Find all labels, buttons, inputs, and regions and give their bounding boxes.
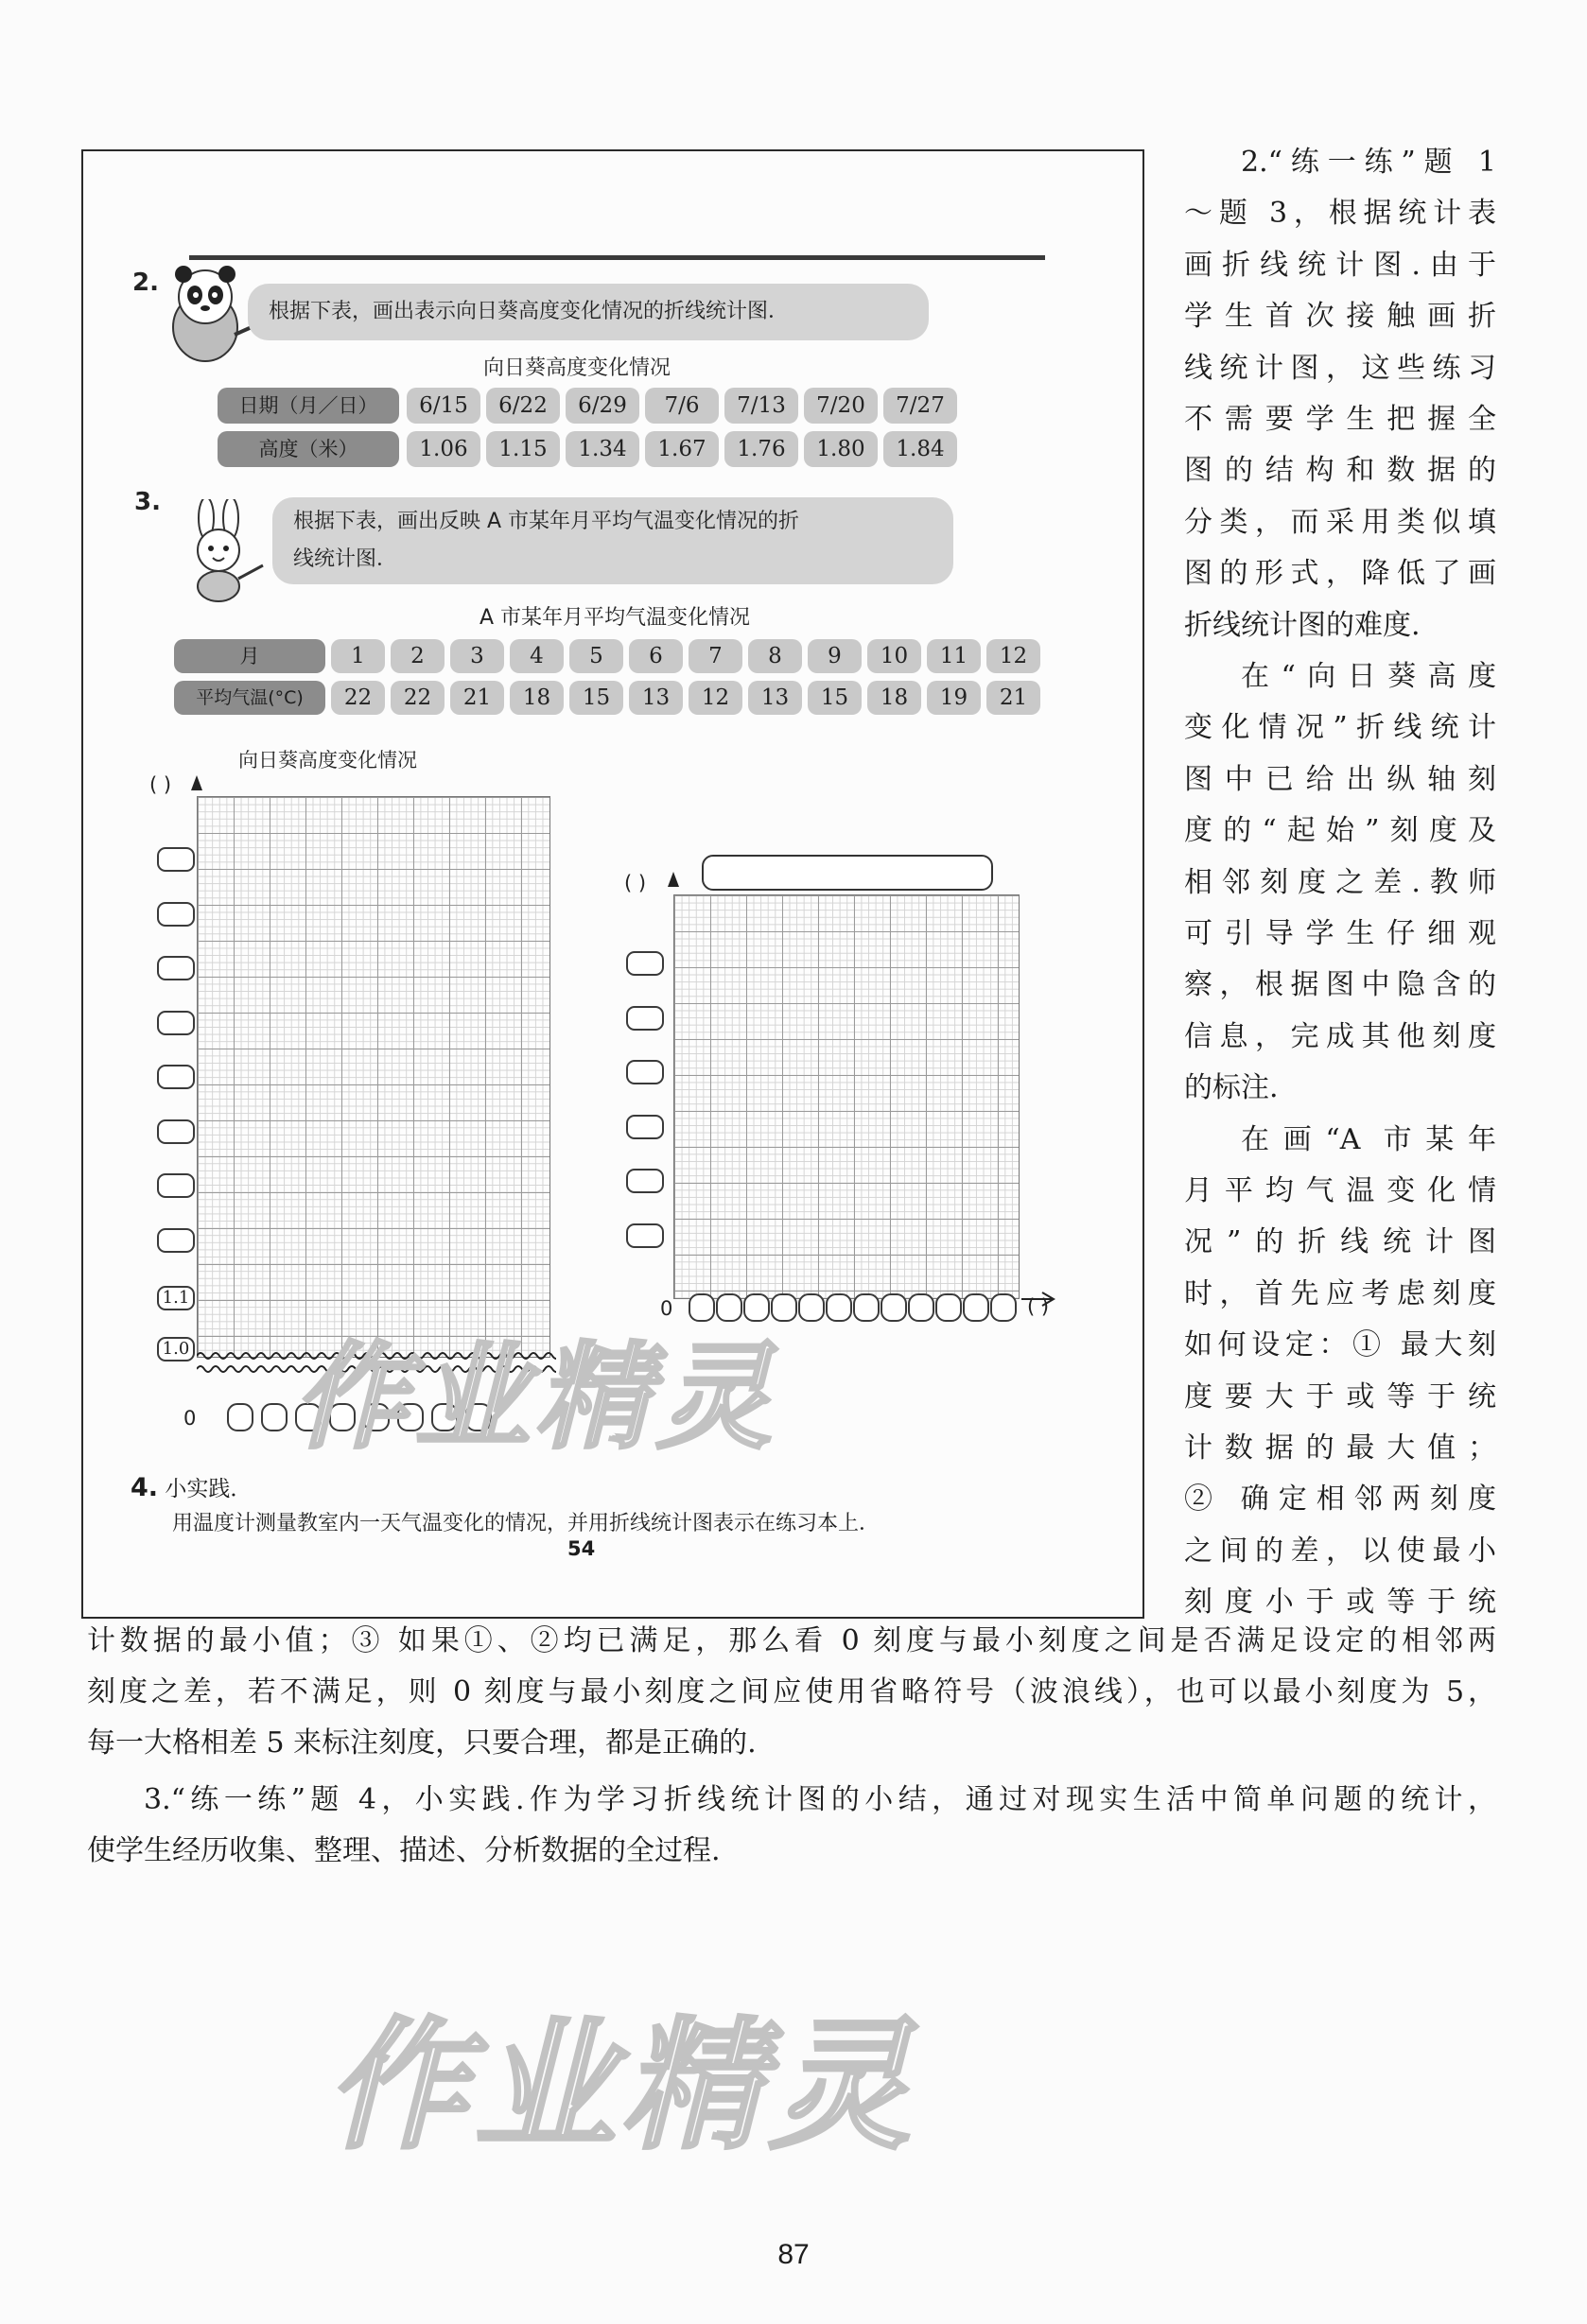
table-cell-month: 5 (569, 639, 623, 673)
table-cell-date: 7/20 (804, 388, 878, 424)
table-cell-date: 6/22 (486, 388, 560, 424)
page-number: 87 (777, 2239, 810, 2270)
table-cell-height: 1.80 (804, 431, 878, 467)
guide-text-line: 图中已给出纵轴刻 (1184, 762, 1496, 796)
table-cell-temp: 15 (808, 681, 862, 715)
guide-text-line: 时，首先应考虑刻度 (1184, 1276, 1496, 1310)
table-cell-temp: 15 (569, 681, 623, 715)
y-tick-blank[interactable] (157, 1119, 195, 1144)
guide-text-line: 在画“A 市某年 (1241, 1122, 1496, 1156)
table-cell-date: 7/27 (883, 388, 957, 424)
table-cell-temp: 13 (629, 681, 683, 715)
chart1-title: 向日葵高度变化情况 (238, 749, 417, 772)
q3-table-title: A 市某年月平均气温变化情况 (479, 606, 751, 630)
panda-icon (153, 261, 257, 365)
table-cell-height: 1.34 (566, 431, 639, 467)
table-header-cell: 高度（米） (218, 431, 399, 467)
q3-instruction-line: 根据下表，画出反映 A 市某年月平均气温变化情况的折 (293, 510, 800, 533)
watermark: 作业精灵 (326, 2004, 917, 2169)
table-cell-month: 11 (927, 639, 981, 673)
guide-text-line: 刻度小于或等于统 (1184, 1586, 1496, 1620)
x-tick-blank[interactable] (935, 1293, 962, 1322)
q2-table-title: 向日葵高度变化情况 (482, 356, 671, 380)
table-cell-temp: 19 (927, 681, 981, 715)
guide-text-line: 图的形式，降低了画 (1184, 557, 1496, 591)
x-tick-blank[interactable] (908, 1293, 934, 1322)
chart2-grid[interactable] (673, 894, 1020, 1299)
q2-data-table (218, 388, 974, 478)
question-number: 2. (132, 269, 159, 297)
guide-text-line: 度要大于或等于统 (1184, 1379, 1496, 1413)
table-cell-month: 2 (391, 639, 445, 673)
guide-text-line: 图的结构和数据的 (1184, 454, 1496, 488)
x-tick-blank[interactable] (990, 1293, 1017, 1322)
guide-text-line: 画折线统计图.由于 (1184, 248, 1496, 282)
table-cell-height: 1.76 (724, 431, 798, 467)
table-cell-temp: 22 (391, 681, 445, 715)
guide-text-line: 相邻刻度之差.教师 (1184, 865, 1496, 899)
guide-text-line: ～题 3，根据统计表 (1184, 197, 1496, 231)
guide-text-line: 每一大格相差 5 来标注刻度，只要合理，都是正确的. (87, 1726, 757, 1760)
table-cell-height: 1.06 (407, 431, 480, 467)
q3-instruction (272, 497, 953, 584)
q4-heading (131, 1471, 252, 1502)
guide-text-line: 刻度之差，若不满足，则 0 刻度与最小刻度之间应使用省略符号（波浪线），也可以最小刻度为 5， (87, 1675, 1496, 1708)
y-tick-blank[interactable] (157, 847, 195, 872)
y-tick-blank[interactable] (157, 1065, 195, 1089)
y-tick-blank[interactable] (157, 956, 195, 980)
y-tick-blank[interactable] (157, 1011, 195, 1035)
table-cell-date: 7/13 (724, 388, 798, 424)
question-number: 4. (131, 1473, 159, 1502)
table-cell-temp: 18 (867, 681, 921, 715)
q3-instruction-line: 线统计图． (293, 547, 398, 571)
table-cell-temp: 21 (450, 681, 504, 715)
chart2-x-unit-blank: ( ) (1027, 1295, 1050, 1318)
x-tick-blank[interactable] (881, 1293, 907, 1322)
table-cell-date: 7/6 (645, 388, 719, 424)
table-cell-height: 1.67 (645, 431, 719, 467)
table-header-cell: 月 (174, 639, 325, 673)
x-tick-blank[interactable] (227, 1403, 253, 1431)
table-cell-month: 1 (331, 639, 385, 673)
q4-text: 用温度计测量教室内一天气温变化的情况，并用折线统计图表示在练习本上． (172, 1512, 881, 1535)
question-number: 3. (134, 488, 161, 516)
y-tick-label: 1.1 (157, 1286, 195, 1310)
table-cell-temp: 12 (689, 681, 742, 715)
guide-text-line: 计数据的最大值； (1184, 1431, 1496, 1465)
guide-text-line: 折线统计图的难度. (1184, 608, 1421, 642)
guide-text-line: 度的“起始”刻度及 (1184, 814, 1496, 848)
guide-text-line: 不需要学生把握全 (1184, 403, 1496, 436)
table-cell-temp: 22 (331, 681, 385, 715)
chart1-origin: 0 (183, 1407, 197, 1430)
watermark: 作业精灵 (293, 1330, 777, 1465)
guide-text-line: 信息，完成其他刻度 (1184, 1019, 1496, 1053)
table-header-cell: 日期（月／日） (218, 388, 399, 424)
y-tick-blank[interactable] (157, 1228, 195, 1253)
guide-text-line: 可引导学生仔细观 (1184, 917, 1496, 950)
textbook-page-number: 54 (567, 1537, 596, 1560)
section-divider (189, 255, 1045, 260)
guide-text-line: 线统计图，这些练习 (1184, 351, 1496, 385)
y-tick-blank[interactable] (626, 1060, 664, 1084)
table-cell-month: 8 (748, 639, 802, 673)
guide-text-line: 2.“练一练”题 1 (1241, 146, 1496, 179)
guide-text-line: 变化情况”折线统计 (1184, 711, 1496, 745)
y-tick-label: 1.0 (157, 1337, 195, 1361)
guide-text-line: 计数据的最小值；③ 如果①、②均已满足，那么看 0 刻度与最小刻度之间是否满足设定的相邻两 (87, 1624, 1496, 1657)
guide-text-line: 学生首次接触画折 (1184, 300, 1496, 334)
guide-text-line: 分类，而采用类似填 (1184, 505, 1496, 539)
x-tick-blank[interactable] (853, 1293, 880, 1322)
x-tick-blank[interactable] (261, 1403, 288, 1431)
q2-instruction: 根据下表，画出表示向日葵高度变化情况的折线统计图． (248, 284, 929, 340)
x-tick-blank[interactable] (798, 1293, 825, 1322)
y-tick-blank[interactable] (626, 1115, 664, 1139)
table-cell-month: 9 (808, 639, 862, 673)
guide-text-line: 3.“练一练”题 4，小实践.作为学习折线统计图的小结，通过对现实生活中简单问题的统计， (144, 1783, 1496, 1816)
guide-text-line: 如何设定：① 最大刻 (1184, 1328, 1496, 1362)
q4-label: 小实践． (165, 1477, 253, 1501)
table-header-cell: 平均气温(°C) (174, 681, 325, 715)
table-cell-month: 10 (867, 639, 921, 673)
table-cell-month: 6 (629, 639, 683, 673)
table-cell-height: 1.15 (486, 431, 560, 467)
table-cell-month: 12 (986, 639, 1040, 673)
guide-text-line: 使学生经历收集、整理、描述、分析数据的全过程. (87, 1834, 721, 1867)
guide-text-line: 的标注. (1184, 1071, 1279, 1105)
table-cell-month: 4 (510, 639, 564, 673)
chart1-y-unit-blank: ( ) (149, 773, 172, 796)
guide-text-line: 月平均气温变化情 (1184, 1174, 1496, 1207)
y-tick-blank[interactable] (626, 951, 664, 976)
guide-text-line: ② 确定相邻两刻度 (1184, 1483, 1496, 1517)
table-cell-temp: 13 (748, 681, 802, 715)
table-cell-date: 6/29 (566, 388, 639, 424)
guide-text-line: 在“向日葵高度 (1241, 660, 1496, 693)
chart2-y-unit-blank: ( ) (624, 872, 647, 894)
y-tick-blank[interactable] (626, 1223, 664, 1248)
chart2-origin: 0 (660, 1297, 673, 1320)
y-tick-blank[interactable] (157, 902, 195, 927)
rabbit-icon (168, 499, 272, 603)
guide-text-line: 况”的折线统计图 (1184, 1225, 1496, 1259)
guide-text-line: 察，根据图中隐含的 (1184, 968, 1496, 1002)
y-tick-blank[interactable] (626, 1169, 664, 1193)
q3-data-table (174, 639, 1054, 726)
table-cell-date: 6/15 (407, 388, 480, 424)
table-cell-temp: 18 (510, 681, 564, 715)
y-tick-blank[interactable] (157, 1173, 195, 1198)
x-tick-blank[interactable] (826, 1293, 852, 1322)
table-cell-month: 7 (689, 639, 742, 673)
chart2-title-blank[interactable] (702, 855, 993, 891)
table-cell-height: 1.84 (883, 431, 957, 467)
x-tick-blank[interactable] (963, 1293, 989, 1322)
chart1-grid[interactable] (197, 796, 550, 1358)
table-cell-month: 3 (450, 639, 504, 673)
y-tick-blank[interactable] (626, 1006, 664, 1031)
guide-text-line: 之间的差，以使最小 (1184, 1534, 1496, 1568)
table-cell-temp: 21 (986, 681, 1040, 715)
